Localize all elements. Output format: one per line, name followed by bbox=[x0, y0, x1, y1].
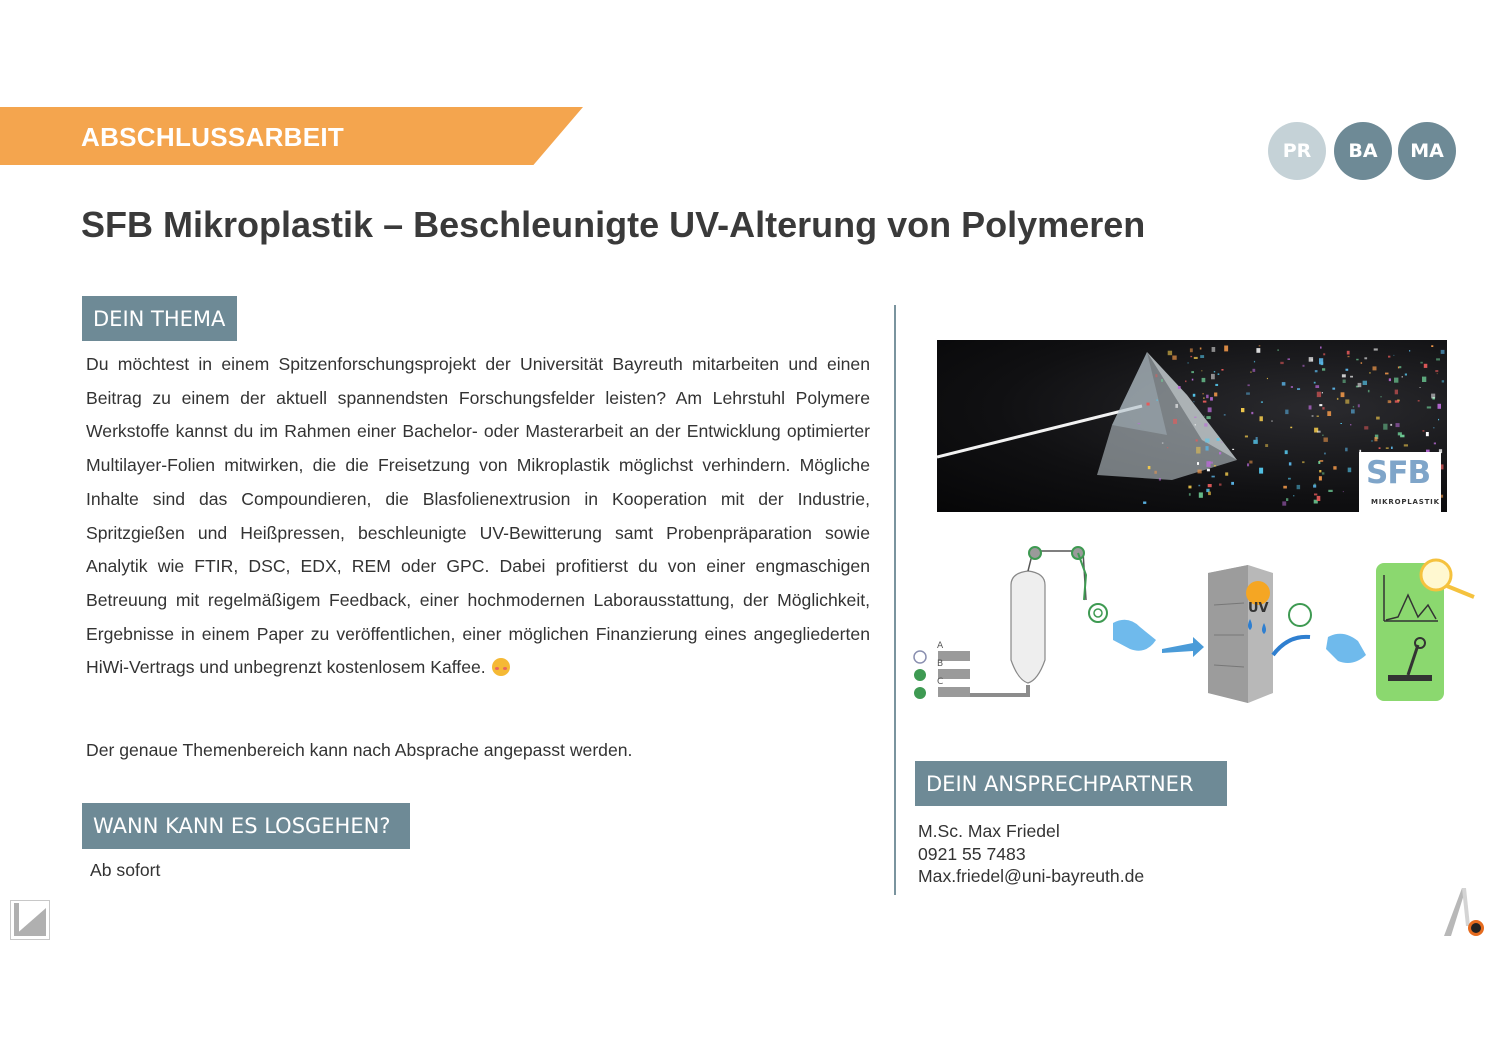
diagram-label-b: B bbox=[937, 659, 944, 669]
arrow-right-icon bbox=[1162, 637, 1204, 657]
badge-ma: MA bbox=[1398, 122, 1456, 180]
topic-description bbox=[86, 348, 870, 685]
contact-details bbox=[918, 820, 1144, 888]
weathering-chamber-icon bbox=[1208, 565, 1311, 703]
analysis-icon bbox=[1376, 560, 1474, 701]
badge-ba: BA bbox=[1334, 122, 1392, 180]
column-divider bbox=[894, 305, 896, 895]
topic-note: Der genaue Themenbereich kann nach Absprache angepasst werden. bbox=[86, 740, 633, 760]
process-diagram bbox=[908, 545, 1480, 715]
contact-name: M.Sc. Max Friedel bbox=[918, 821, 1060, 841]
weathered-film-icon bbox=[1326, 634, 1366, 663]
badge-pr: PR bbox=[1268, 122, 1326, 180]
contact-email[interactable]: Max.friedel@uni-bayreuth.de bbox=[918, 866, 1145, 886]
topic-body-text: Du möchtest in einem Spitzenforschungsprojekt der Universität Bayreuth mitarbeiten und einen Beitrag zu einem der aktuell spannendsten Forschungsfelder leisten? Am Lehrstuhl Polymere Werkstoffe kannst du im Rahmen einer Bachelor- oder Masterarbeit an der Entwicklung optimierter Multilayer-Folien mitwirken, die die Freisetzung von Mikroplastik möglichst verhindern. Mögliche Inhalte sind das Compoundieren, die Blasfolienextrusion in Kooperation mit der Industrie, Spritzgießen und Heißpressen, beschleunigte UV-Bewitterung samt Probenpräparation sowie Analytik wie FTIR, DSC, EDX, REM oder GPC. Dabei profitierst du von einer engmaschigen Betreuung mit regelmäßigem Feedback, einer hochmodernen Laborausstattung, der Möglichkeit, Ergebnisse in einem Paper zu veröffentlichen, einer möglichen Finanzierung eines angegliederten HiWi-Vertrags und unbegrenzt kostenlosem Kaffee. bbox=[86, 354, 870, 678]
start-value: Ab sofort bbox=[90, 860, 161, 880]
sfb-logo-subtitle: MIKROPLASTIK bbox=[1371, 498, 1440, 506]
film-bubble-icon bbox=[1011, 547, 1107, 683]
diagram-label-uv: UV bbox=[1248, 601, 1269, 616]
contact-phone[interactable]: 0921 55 7483 bbox=[918, 843, 1026, 864]
section-heading-start: WANN KANN ES LOSGEHEN? bbox=[82, 803, 410, 849]
chair-logo-icon bbox=[1440, 886, 1488, 943]
section-heading-topic: DEIN THEMA bbox=[82, 296, 237, 341]
diagram-label-a: A bbox=[937, 641, 944, 651]
section-heading-contact: DEIN ANSPRECHPARTNER bbox=[915, 761, 1227, 806]
film-sample-icon bbox=[1113, 620, 1156, 651]
diagram-label-c: C bbox=[937, 677, 944, 687]
page-title: SFB Mikroplastik – Beschleunigte UV-Alterung von Polymeren bbox=[81, 204, 1146, 245]
university-logo-icon bbox=[10, 900, 50, 945]
smiling-face-icon bbox=[492, 658, 510, 676]
sfb-logo-letters: SFB bbox=[1366, 455, 1431, 491]
banner-label: ABSCHLUSSARBEIT bbox=[81, 122, 345, 152]
